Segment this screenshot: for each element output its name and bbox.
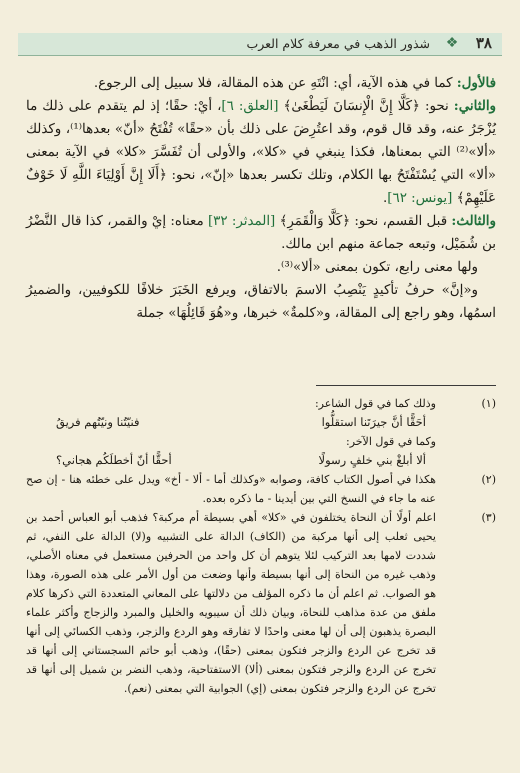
footnote-number: (٣) [481,511,496,524]
verse-hemistich: أحَقًّا أنَّ جيرَتَنا استقلُّوا [321,415,426,429]
verse-hemistich: ألا أبلغْ بني خلفٍ رسولًا [318,453,426,467]
footnote-divider [316,385,496,386]
quran-reference: [المدثر: ٣٢] [207,214,276,229]
paragraph-first [26,72,496,95]
paragraph-fourth: ولها معنى رابع، تكون بمعنى «ألا»⁽³⁾. [276,260,478,275]
footnotes [26,394,496,698]
quran-reference: [العلق: ٦] [221,99,279,114]
paragraph-third [26,210,496,256]
paragraph-text: نحو: ﴿كَلَّا إِنَّ الْإِنسَانَ لَيَطْغَىٰ﴾ [278,99,454,114]
ornament-icon: ❖ [445,35,459,51]
footnote-number: (١) [481,397,496,410]
verse-hemistich: أحقًّا أنّ أخطلَكُم هجاني؟ [56,453,172,467]
paragraph-text: معناه: إيْ والقمر، كذا قال النَّضْرُ بن شُمَيْل، وتبعه جماعة منهم ابن مالك. [26,214,496,252]
paragraph-fifth: و«إنَّ» حرفُ تأكيدٍ يَنْصِبُ الاسمَ بالاتفاق، ويرفع الخَبَرَ خلافًا للكوفيين، والضميرُ اسمُها، وهو راجع إلى المقالة، و«كلمةٌ» خبرها، و«هُوَ قَائِلُهَا» جملة [26,283,496,321]
paragraph-text: ، أيْ: حقًا؛ إذ لم يتقدم على ذلك ما يُزْجَرُ عنه، وقد قال قوم، وقد اعتُرِضَ على ذلك بأن «حقًا» تُفْتَحُ «أنّ» بعدها⁽¹⁾، وكذلك «ألا»⁽²⁾ التي بمعناها، فكذا ينبغي في «كلا»، والأولى أن تُفَسَّرَ «كلا» في الآية بمعنى «ألا» التي يُسْتَفْتَحُ بها الكلام، وتلك تكسر بعدها «إنّ»، نحو: ﴿أَلَا إِنَّ أَوْلِيَاءَ اللَّهِ لَا خَوْفٌ عَلَيْهِمْ﴾ [26,99,496,206]
footnote-number: (٢) [481,473,496,486]
footnote-text: هكذا في أصول الكتاب كافة، وصوابه «وكذلك أما - ألا - أخ» ويدل على خطئه هنا - إن صح عنه ما جاء في النسخ التي بين أيدينا - ما ذكره بعده. [26,473,436,505]
running-header [18,33,502,56]
footnote [26,508,496,698]
verse-line [26,451,496,470]
footnote-text: وذلك كما في قول الشاعر: [314,397,436,410]
lead-word: والثالث: [451,213,496,229]
lead-word: والثاني: [453,98,496,114]
paragraph-text: كما في هذه الآية، أي: انْتَهِ عن هذه المقالة، فلا سبيل إلى الرجوع. [93,76,457,91]
paragraph-text: قبل القسم، نحو: ﴿كَلَّا وَالْقَمَرِ﴾ [275,214,452,229]
footnote-text: وكما في قول الآخر: [345,435,436,448]
footnote [26,470,496,508]
lead-word: فالأول: [456,75,496,91]
verse-hemistich: فنيّتُنا ونيّتُهم فريقُ [56,415,140,429]
main-text [26,72,496,325]
verse-line [26,413,496,432]
paragraph-text: . [383,191,388,206]
footnote-text: اعلم أولًا أن النحاة يختلفون في «كلا» أهي بسيطة أم مركبة؟ فذهب أبو العباس أحمد بن يحيى ثعلب إلى أنها مركبة من (الكاف) الدالة على التشبيه و(لا) الدالة على النفي، ثم شددت لامها بعد التركيب لئلا يتوهم أن كل واحد من الحرفين مستعمل في معناه الأصلي، وذهب غيره من النحاة إلى أنها بسيطة وأنها وضعت من أول الأمر على هذه الصورة، وهذا هو الصواب. ثم اعلم أن ما ذكره المؤلف من دلالتها على المعاني المتعددة التي ذكرها كلام ملفق من عدة مذاهب للنحاة، وبيان ذلك أن سيبويه والخليل والمبرد والزجاج وأكثر علماء البصرة يذهبون إلى أن لها معنى واحدًا لا تفارقه وهو الردع والزجر، وذهب الكسائي إلى أنها قد تخرج عن الردع والزجر فتكون بمعنى (حقًا)، وذهب أبو حاتم السجستاني إلى أنها قد تخرج عن الردع والزجر فتكون بمعنى (ألا) الاستفتاحية، وذهب النضر بن شميل إلى أنها قد تخرج عن الردع والزجر فتكون بمعنى (إي) الجوابية التي بمعنى (نعم). [26,511,437,695]
paragraph-second [26,95,496,210]
page-number: ٣٨ [475,34,492,52]
quran-reference: [يونس: ٦٢] [387,191,453,206]
footnote [26,394,496,413]
footnote [26,432,496,451]
running-title: شذور الذهب في معرفة كلام العرب [246,36,430,51]
